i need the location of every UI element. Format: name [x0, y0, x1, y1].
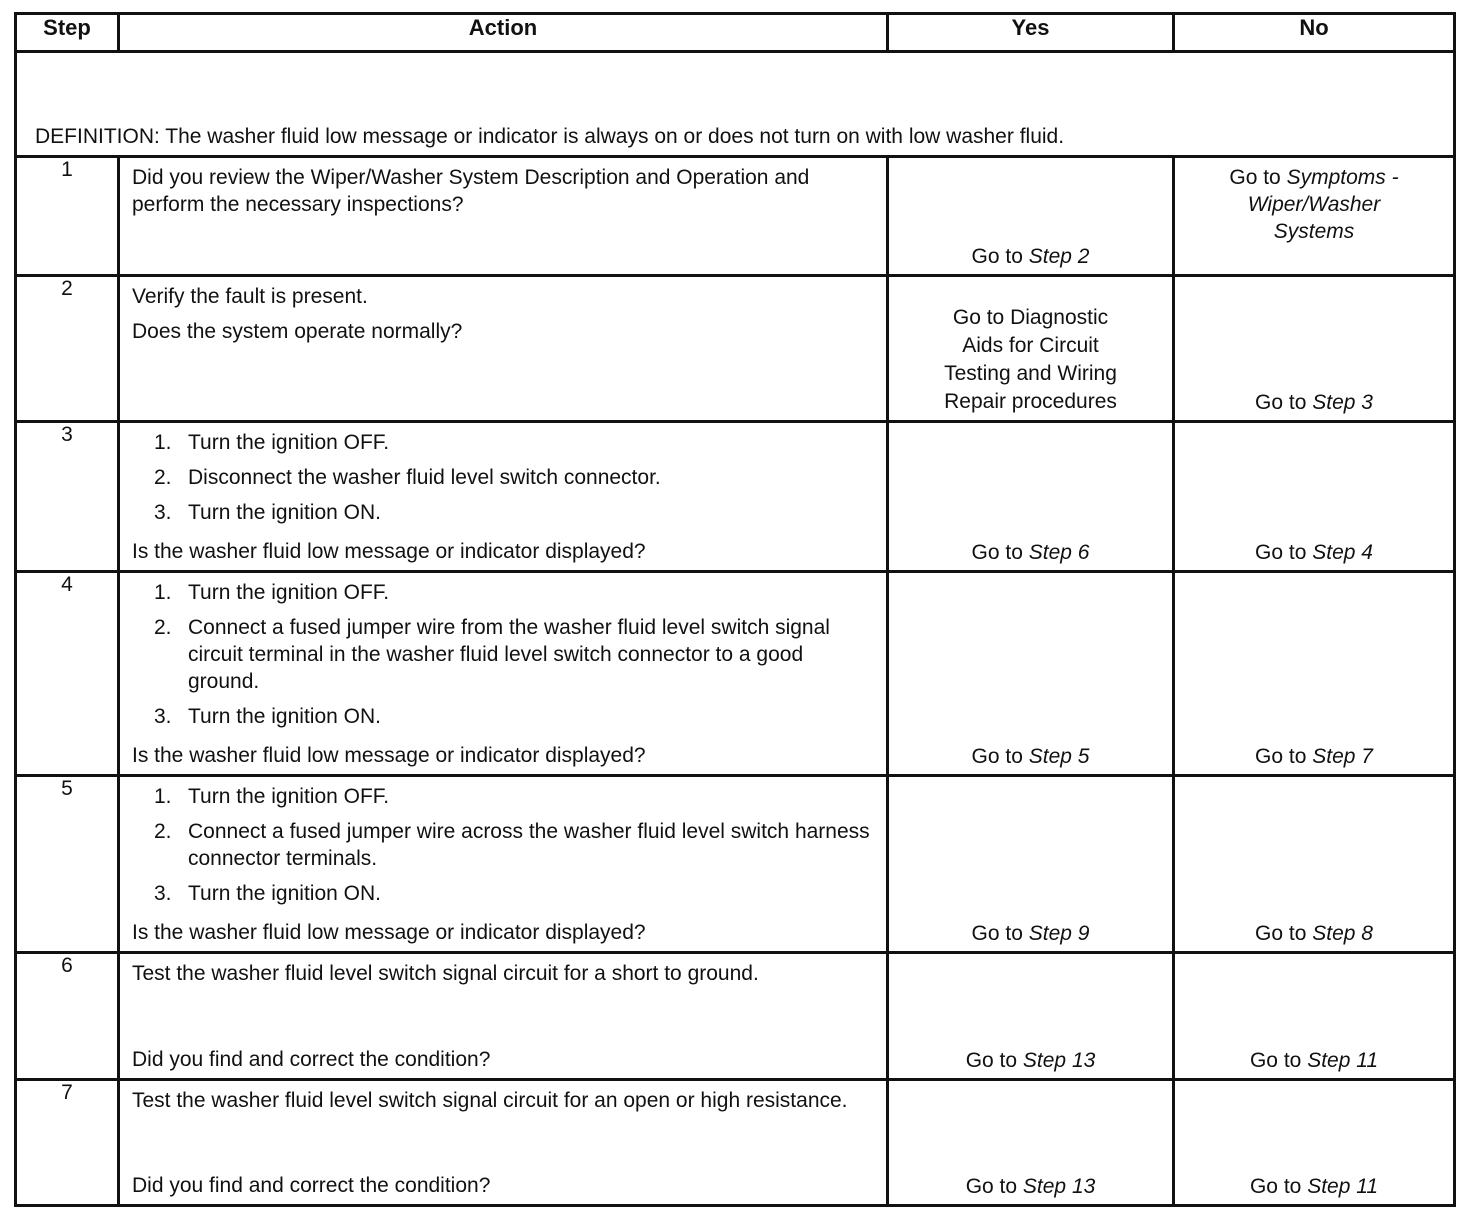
action-text: Did you review the Wiper/Washer System Description and Operation and perform the necessary inspections?	[132, 166, 810, 216]
no-ref-line: Systems	[1273, 220, 1355, 243]
table-row	[16, 157, 1455, 276]
no-result: Go to Step 7	[1255, 745, 1373, 768]
list-item: 2. Disconnect the washer fluid level switch connector.	[154, 466, 661, 489]
no-result: Go to Step 11	[1249, 1175, 1379, 1198]
step-number: 3	[16, 422, 119, 572]
yes-result	[889, 277, 1172, 420]
action-steps	[132, 429, 874, 534]
definition-row	[16, 52, 1455, 157]
no-step-ref: Step 11	[1307, 1175, 1379, 1198]
table-row	[16, 572, 1455, 776]
yes-line: Go to Diagnostic	[952, 306, 1109, 329]
no-step-ref: Step 4	[1312, 541, 1373, 564]
action-question: Is the washer fluid low message or indicator displayed?	[132, 921, 646, 944]
yes-line: Aids for Circuit	[962, 334, 1099, 357]
table-row	[16, 953, 1455, 1080]
yes-result: Go to Step 6	[971, 541, 1090, 564]
definition-text: DEFINITION: The washer fluid low message or indicator is always on or does not turn on with low washer fluid.	[35, 125, 1065, 148]
no-result: Go to Step 3	[1255, 391, 1373, 414]
yes-step-ref: Step 13	[1022, 1049, 1096, 1072]
no-result: Go to Step 4	[1255, 541, 1373, 564]
step-number: 5	[16, 776, 119, 953]
yes-result: Go to Step 13	[965, 1175, 1096, 1198]
no-result: Go to Step 8	[1255, 922, 1373, 945]
yes-step-ref: Step 9	[1028, 922, 1090, 945]
no-ref-line: Wiper/Washer	[1247, 193, 1381, 216]
no-step-ref: Step 7	[1312, 745, 1373, 768]
list-item: 2. Connect a fused jumper wire from the washer fluid level switch signal circuit terminal in the washer fluid level switch connector to a good ground.	[154, 616, 830, 693]
action-question: Did you find and correct the condition?	[132, 1048, 491, 1071]
table-row	[16, 276, 1455, 422]
yes-step-ref: Step 5	[1028, 745, 1090, 768]
action-question: Did you find and correct the condition?	[132, 1174, 491, 1197]
yes-step-ref: Step 13	[1022, 1175, 1096, 1198]
step-number: 6	[16, 953, 119, 1080]
header-row	[16, 14, 1455, 52]
yes-step-ref: Step 2	[1028, 245, 1090, 268]
action-question: Is the washer fluid low message or indicator displayed?	[132, 540, 646, 563]
diagnostic-table	[14, 12, 1456, 1207]
action-text: Verify the fault is present.	[132, 285, 368, 308]
header-no: No	[1174, 14, 1455, 52]
no-result: Go to Step 11	[1249, 1049, 1379, 1072]
list-item: 3. Turn the ignition ON.	[154, 705, 381, 728]
yes-result: Go to Step 2	[971, 245, 1090, 268]
list-item: 1. Turn the ignition OFF.	[154, 581, 390, 604]
no-result: Go to Symptoms - Wiper/Washer Systems	[1229, 166, 1399, 243]
list-item: 2. Connect a fused jumper wire across the washer fluid level switch harness connector terminals.	[154, 820, 870, 870]
list-item: 1. Turn the ignition OFF.	[154, 431, 390, 454]
yes-result: Go to Step 5	[971, 745, 1090, 768]
yes-line: Testing and Wiring	[944, 362, 1117, 385]
table-row	[16, 422, 1455, 572]
action-text: Test the washer fluid level switch signal circuit for a short to ground.	[132, 962, 759, 985]
step-number: 7	[16, 1080, 119, 1206]
yes-result: Go to Step 9	[971, 922, 1090, 945]
action-question: Is the washer fluid low message or indicator displayed?	[132, 744, 646, 767]
action-question: Does the system operate normally?	[132, 320, 463, 343]
header-step: Step	[16, 14, 119, 52]
yes-line: Repair procedures	[944, 390, 1117, 413]
list-item: 3. Turn the ignition ON.	[154, 501, 381, 524]
no-step-ref: Step 8	[1312, 922, 1373, 945]
table-row	[16, 776, 1455, 953]
action-steps	[132, 579, 874, 738]
header-action: Action	[119, 14, 888, 52]
yes-result: Go to Step 13	[965, 1049, 1096, 1072]
step-number: 4	[16, 572, 119, 776]
header-yes: Yes	[888, 14, 1174, 52]
action-text: Test the washer fluid level switch signal circuit for an open or high resistance.	[132, 1089, 848, 1112]
list-item: 3. Turn the ignition ON.	[154, 882, 381, 905]
no-ref-line: Symptoms -	[1286, 166, 1399, 189]
no-step-ref: Step 3	[1312, 391, 1373, 414]
action-steps	[132, 783, 874, 915]
step-number: 2	[16, 276, 119, 422]
step-number: 1	[16, 157, 119, 276]
list-item: 1. Turn the ignition OFF.	[154, 785, 390, 808]
no-step-ref: Step 11	[1307, 1049, 1379, 1072]
yes-step-ref: Step 6	[1028, 541, 1090, 564]
table-row	[16, 1080, 1455, 1206]
